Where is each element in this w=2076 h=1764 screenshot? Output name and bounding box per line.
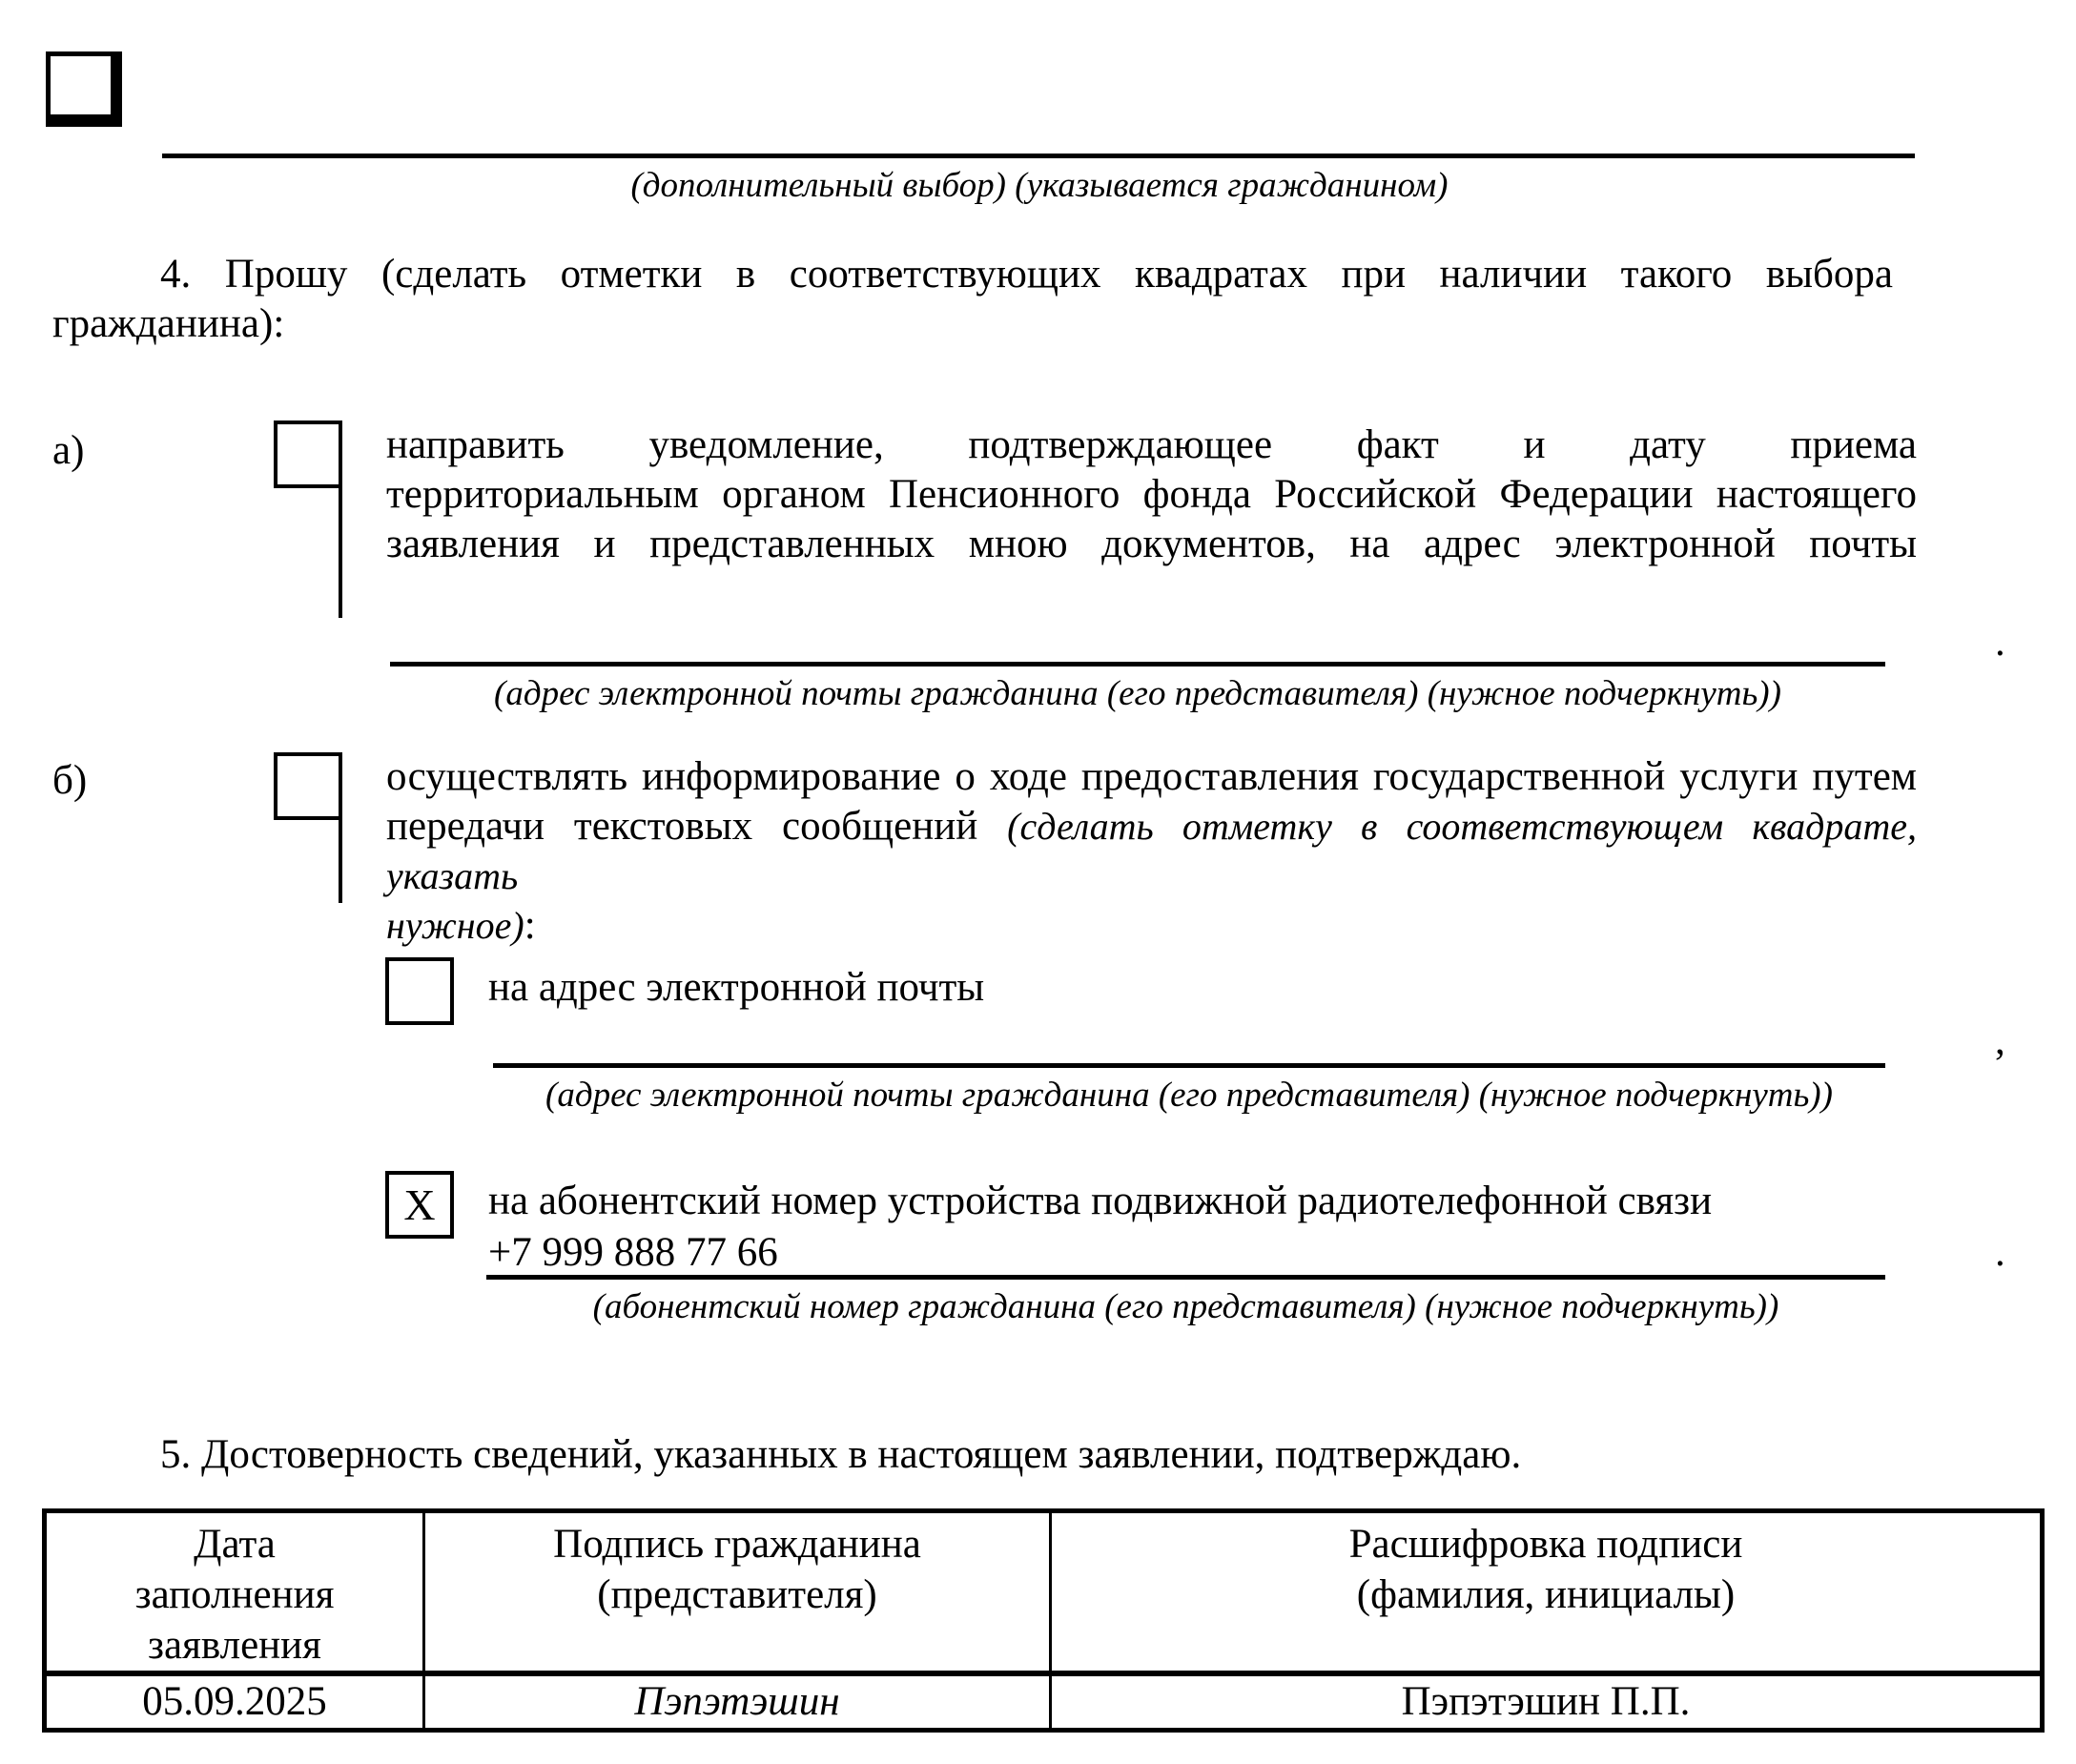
item-b-checkbox-tail-line <box>339 818 342 903</box>
email-option-field-line[interactable] <box>493 1063 1885 1068</box>
item-b-text <box>386 752 1917 951</box>
paragraph-5: 5. Достоверность сведений, указанных в настоящем заявлении, подтверждаю. <box>160 1432 1522 1477</box>
header-date-line1: Дата <box>194 1522 276 1567</box>
item-b-text-line3-punct: : <box>524 903 536 948</box>
item-b-text-line2 <box>386 802 1917 901</box>
item-b-text-line3 <box>386 901 1917 951</box>
header-sign-line2: (представителя) <box>597 1572 877 1617</box>
phone-option-checkbox-mark: X <box>403 1180 436 1229</box>
item-a-checkbox-tail-line <box>339 486 342 618</box>
additional-choice-field-line[interactable] <box>162 154 1915 158</box>
phone-option-field-caption: (абонентский номер гражданина (его представителя) (нужное подчеркнуть)) <box>592 1287 1779 1326</box>
signature-table-header-row <box>45 1511 2043 1674</box>
item-a-text <box>386 420 1917 569</box>
item-b-text-line2-regular: передачи текстовых сообщений <box>386 804 1008 849</box>
paragraph-4 <box>52 250 1893 349</box>
signature-table-date-value[interactable]: 05.09.2025 <box>45 1673 424 1731</box>
paragraph-4-line2: гражданина): <box>52 301 285 346</box>
paragraph-4-line1: 4. Прошу (сделать отметки в соответствующих квадратах при наличии такого выбора <box>160 252 1893 297</box>
email-option-field-punct: , <box>1995 1018 2005 1063</box>
item-a-field-punct: . <box>1995 620 2005 665</box>
header-date-line2: заполнения <box>134 1572 335 1617</box>
header-decode-line1: Расшифровка подписи <box>1348 1522 1743 1567</box>
phone-option-checkbox[interactable] <box>385 1171 454 1239</box>
signature-table-decoded-value[interactable]: Пэпэтэшин П.П. <box>1051 1673 2043 1731</box>
phone-option-label: на абонентский номер устройства подвижной радиотелефонной связи <box>488 1179 1713 1223</box>
item-b-text-line2-italic: (сделать отметку в соответствующем квадрате, указать <box>386 805 1917 897</box>
item-a-field-line[interactable] <box>390 662 1885 667</box>
item-b-checkbox[interactable] <box>274 752 342 820</box>
additional-choice-caption: (дополнительный выбор) (указывается гражданином) <box>630 166 1449 205</box>
email-option-field-caption: (адрес электронной почты гражданина (его представителя) (нужное подчеркнуть)) <box>545 1076 1833 1115</box>
signature-table-header-date <box>45 1511 424 1674</box>
signature-table-data-row <box>45 1673 2043 1731</box>
additional-choice-checkbox[interactable] <box>46 51 122 127</box>
header-date-line3: заявления <box>148 1623 321 1668</box>
signature-table <box>42 1508 2045 1733</box>
phone-option-field-line[interactable] <box>486 1275 1885 1280</box>
email-option-label: на адрес электронной почты <box>488 965 985 1010</box>
phone-option-field-punct: . <box>1995 1230 2005 1275</box>
item-a-label: а) <box>52 428 85 473</box>
signature-table-signature-value[interactable]: Пэпэтэшин <box>424 1673 1051 1731</box>
signature-table-header-decoded <box>1051 1511 2043 1674</box>
header-decode-line2: (фамилия, инициалы) <box>1356 1572 1736 1617</box>
item-a-field-caption: (адрес электронной почты гражданина (его представителя) (нужное подчеркнуть)) <box>494 674 1781 713</box>
item-b-label: б) <box>52 758 88 803</box>
phone-option-field-value[interactable]: +7 999 888 77 66 <box>488 1230 778 1275</box>
item-a-text-line3: заявления и представленных мною документов, на адрес электронной почты <box>386 522 1917 566</box>
item-a-text-line2: территориальным органом Пенсионного фонда Российской Федерации настоящего <box>386 472 1917 517</box>
item-a-text-line1: направить уведомление, подтверждающее факт и дату приема <box>386 422 1917 467</box>
item-b-text-line1: осуществлять информирование о ходе предоставления государственной услуги путем <box>386 754 1917 799</box>
signature-table-header-signature <box>424 1511 1051 1674</box>
item-b-text-line3-italic: нужное) <box>386 904 524 947</box>
header-sign-line1: Подпись гражданина <box>553 1522 921 1567</box>
item-a-checkbox[interactable] <box>274 420 342 488</box>
email-option-checkbox[interactable] <box>385 957 454 1025</box>
